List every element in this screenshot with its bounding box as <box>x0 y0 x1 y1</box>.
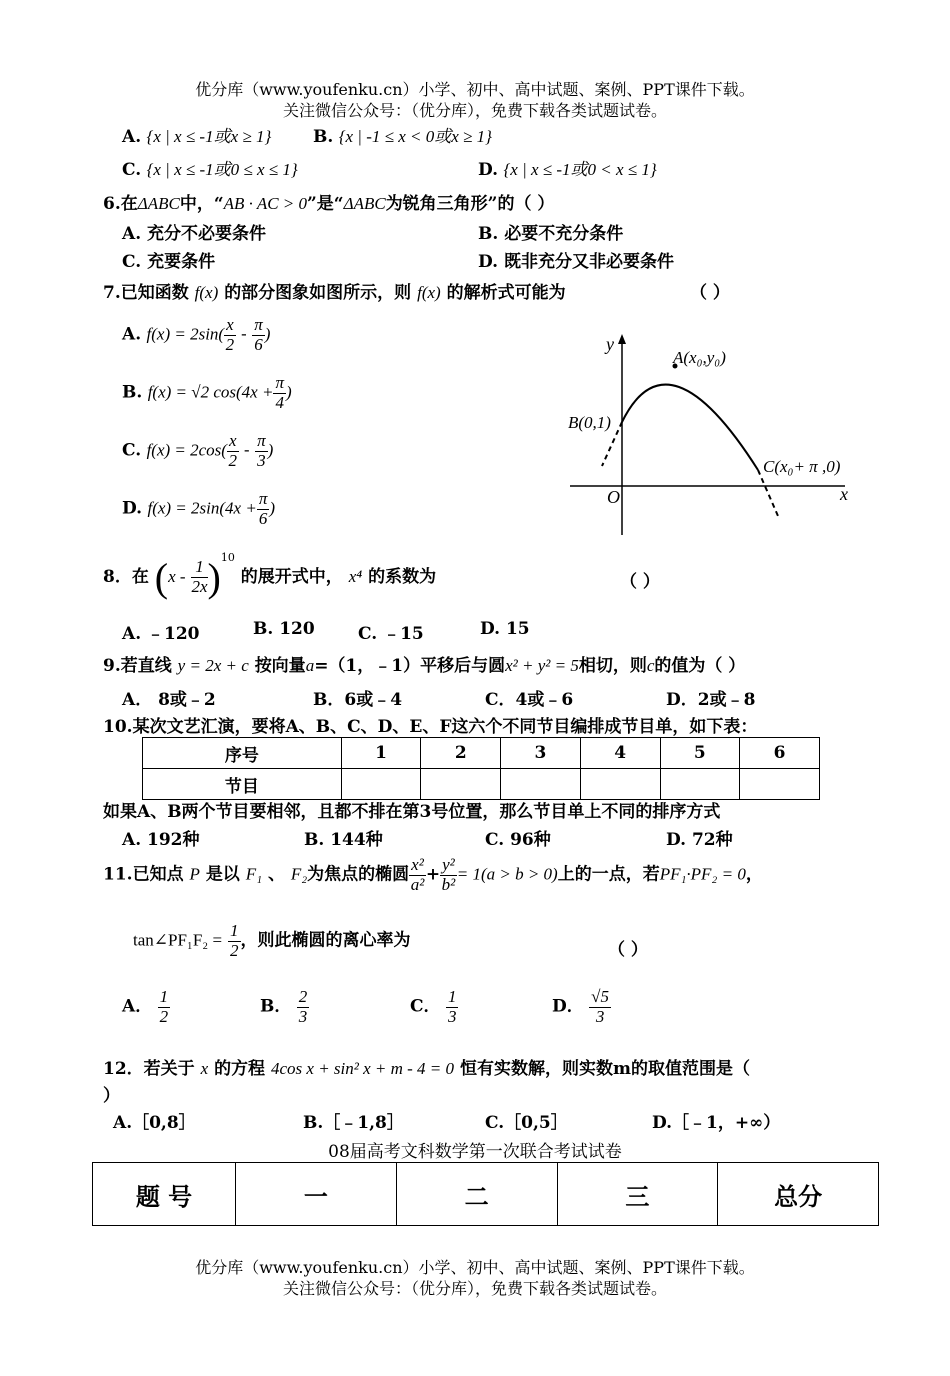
header-line-2: 关注微信公众号：（优分库），免费下载各类试题试卷。 <box>282 101 667 120</box>
graph-y-label: y <box>606 334 614 354</box>
q11-stem-2: tan∠PF₁F₂ = $\frac{1}{2}$ ，则此椭圆的离心率为 <box>133 921 411 960</box>
q9-option-d: D．2或﹣8 <box>666 690 756 710</box>
graph-origin-label: O <box>607 487 620 507</box>
q10-option-b: B. 144种 <box>304 830 383 850</box>
q9-option-c: C．4或﹣6 <box>485 690 574 710</box>
table-cell: 1 <box>341 738 421 769</box>
table-cell <box>421 769 501 800</box>
q7-answer-paren: （ ） <box>690 283 730 303</box>
q9-stem: 9.若直线 y = 2x + c 按向量a=（1，﹣1）平移后与圆x² + y² = 5相切，则c的值为（ ） <box>103 656 746 676</box>
q7-stem: 7.已知函数 f(x) 的部分图象如图所示，则 f(x) 的解析式可能为 <box>103 283 566 303</box>
q12-stem-close: ） <box>103 1086 120 1106</box>
q11-answer-paren: （ ） <box>608 940 648 960</box>
q12-stem: 12．若关于 x 的方程 4cos x + sin² x + m - 4 = 0 恒有实数解，则实数m的取值范围是（ <box>103 1059 750 1079</box>
q7-option-a: A. f(x) = 2sin( $\frac{x}{2}$ - $\frac{\pi}{6}$ ) <box>122 315 271 354</box>
q5-option-b: B. {x | -1 ≤ x < 0或x ≥ 1} <box>313 127 492 147</box>
graph-y-arrow <box>618 334 626 344</box>
q8-option-a: A. ﹣120 <box>122 624 200 644</box>
q11-option-a: A． $\frac{1}{2}$ <box>122 987 169 1026</box>
q10-option-a: A. 192种 <box>122 830 200 850</box>
q11-option-c: C． $\frac{1}{3}$ <box>410 987 457 1026</box>
graph-curve-ext-right <box>758 470 778 516</box>
table-cell <box>501 769 581 800</box>
table-cell: 序号 <box>143 738 342 769</box>
q11-stem: 11.已知点 P 是以 F₁ 、 F₂为焦点的椭圆 $\frac{\text{x²}}{\text{a²}}$ + $\frac{\text{y²}}{\text{b²}}$ = 1(a > b > 0)上的一点，若PF₁·PF₂ = 0， <box>103 855 763 894</box>
table-cell: 题 号 <box>93 1163 236 1226</box>
table-cell: 二 <box>396 1163 557 1226</box>
table-cell <box>660 769 740 800</box>
table-cell: 5 <box>660 738 740 769</box>
table-cell <box>740 769 820 800</box>
q6-option-c: C. 充要条件 <box>122 252 216 272</box>
table-cell <box>580 769 660 800</box>
table-row <box>143 738 820 769</box>
q10-option-d: D. 72种 <box>666 830 733 850</box>
q11-option-d: D． $\frac{√5}{3}$ <box>552 987 609 1026</box>
q7-option-d: D. f(x) = 2sin(4x + $\frac{\pi}{6}$ ) <box>122 489 276 528</box>
graph-a-label: A(x₀,y₀) <box>673 348 726 367</box>
q6-option-a: A. 充分不必要条件 <box>122 224 267 244</box>
score-table <box>92 1162 879 1226</box>
q5-option-d: D. {x | x ≤ -1或0 < x ≤ 1} <box>478 160 657 180</box>
table-row <box>93 1163 879 1226</box>
graph-curve <box>622 385 758 470</box>
table-cell: 6 <box>740 738 820 769</box>
table-cell: 三 <box>557 1163 718 1226</box>
footer-line-2: 关注微信公众号：（优分库），免费下载各类试题试卷。 <box>282 1279 667 1298</box>
table-cell: 2 <box>421 738 501 769</box>
q8-option-d: D. 15 <box>480 619 530 639</box>
q12-option-a: A.［0,8］ <box>113 1113 196 1133</box>
q5-option-c: C. {x | x ≤ -1或0 ≤ x ≤ 1} <box>122 160 298 180</box>
q12-option-c: C.［0,5］ <box>485 1113 568 1133</box>
graph-x-label: x <box>840 484 848 504</box>
q10-option-c: C. 96种 <box>485 830 551 850</box>
q5-option-a: A. {x | x ≤ -1或x ≥ 1} <box>122 127 272 147</box>
q6-stem: 6.在ΔABC中，“AB · AC > 0”是“ΔABC为锐角三角形”的（ ） <box>103 194 555 214</box>
q9-option-b: B．6或﹣4 <box>313 690 403 710</box>
graph-c-label: C(x₀+ π ,0) <box>763 457 841 476</box>
q9-option-a: A． 8或﹣2 <box>122 690 216 710</box>
q6-option-d: D. 既非充分又非必要条件 <box>478 252 674 272</box>
q7-option-b: B. f(x) = √2 cos(4x + $\frac{\pi}{4}$ ) <box>122 373 292 412</box>
table-cell <box>341 769 421 800</box>
table-cell: 3 <box>501 738 581 769</box>
q8-option-b: B. 120 <box>253 619 315 639</box>
table-cell: 4 <box>580 738 660 769</box>
q8-answer-paren: （ ） <box>620 572 660 592</box>
q8-option-c: C. ﹣15 <box>358 624 424 644</box>
q8-stem: 8．在 (x - $\frac{1}{2x}$ )$^{10}$ 的展开式中， x⁴ 的系数为 <box>103 551 437 600</box>
exam-title: 08届高考文科数学第一次联合考试试卷 <box>328 1142 622 1162</box>
q7-option-c: C. f(x) = 2cos( $\frac{x}{2}$ - $\frac{\pi}{3}$ ) <box>122 431 274 470</box>
table-row <box>143 769 820 800</box>
q10-stem-2: 如果A、B两个节目要相邻，且都不排在第3号位置，那么节目单上不同的排序方式 <box>103 802 721 822</box>
q12-option-d: D.［﹣1，+∞） <box>652 1113 781 1133</box>
table-cell: 一 <box>236 1163 397 1226</box>
q12-option-b: B.［﹣1,8］ <box>303 1113 404 1133</box>
graph-b-label: B(0,1) <box>568 413 611 432</box>
q11-option-b: B． $\frac{2}{3}$ <box>260 987 308 1026</box>
table-cell: 总分 <box>718 1163 879 1226</box>
footer-line-1: 优分库（www.youfenku.cn）小学、初中、高中试题、案例、PPT课件下载。 <box>195 1258 755 1277</box>
header-line-1: 优分库（www.youfenku.cn）小学、初中、高中试题、案例、PPT课件下载。 <box>195 80 755 99</box>
q10-program-table <box>142 737 820 800</box>
q10-stem: 10.某次文艺汇演，要将A、B、C、D、E、F这六个不同节目编排成节目单，如下表： <box>103 717 758 737</box>
q6-option-b: B. 必要不充分条件 <box>478 224 624 244</box>
table-cell: 节目 <box>143 769 342 800</box>
q7-function-graph <box>560 330 860 540</box>
